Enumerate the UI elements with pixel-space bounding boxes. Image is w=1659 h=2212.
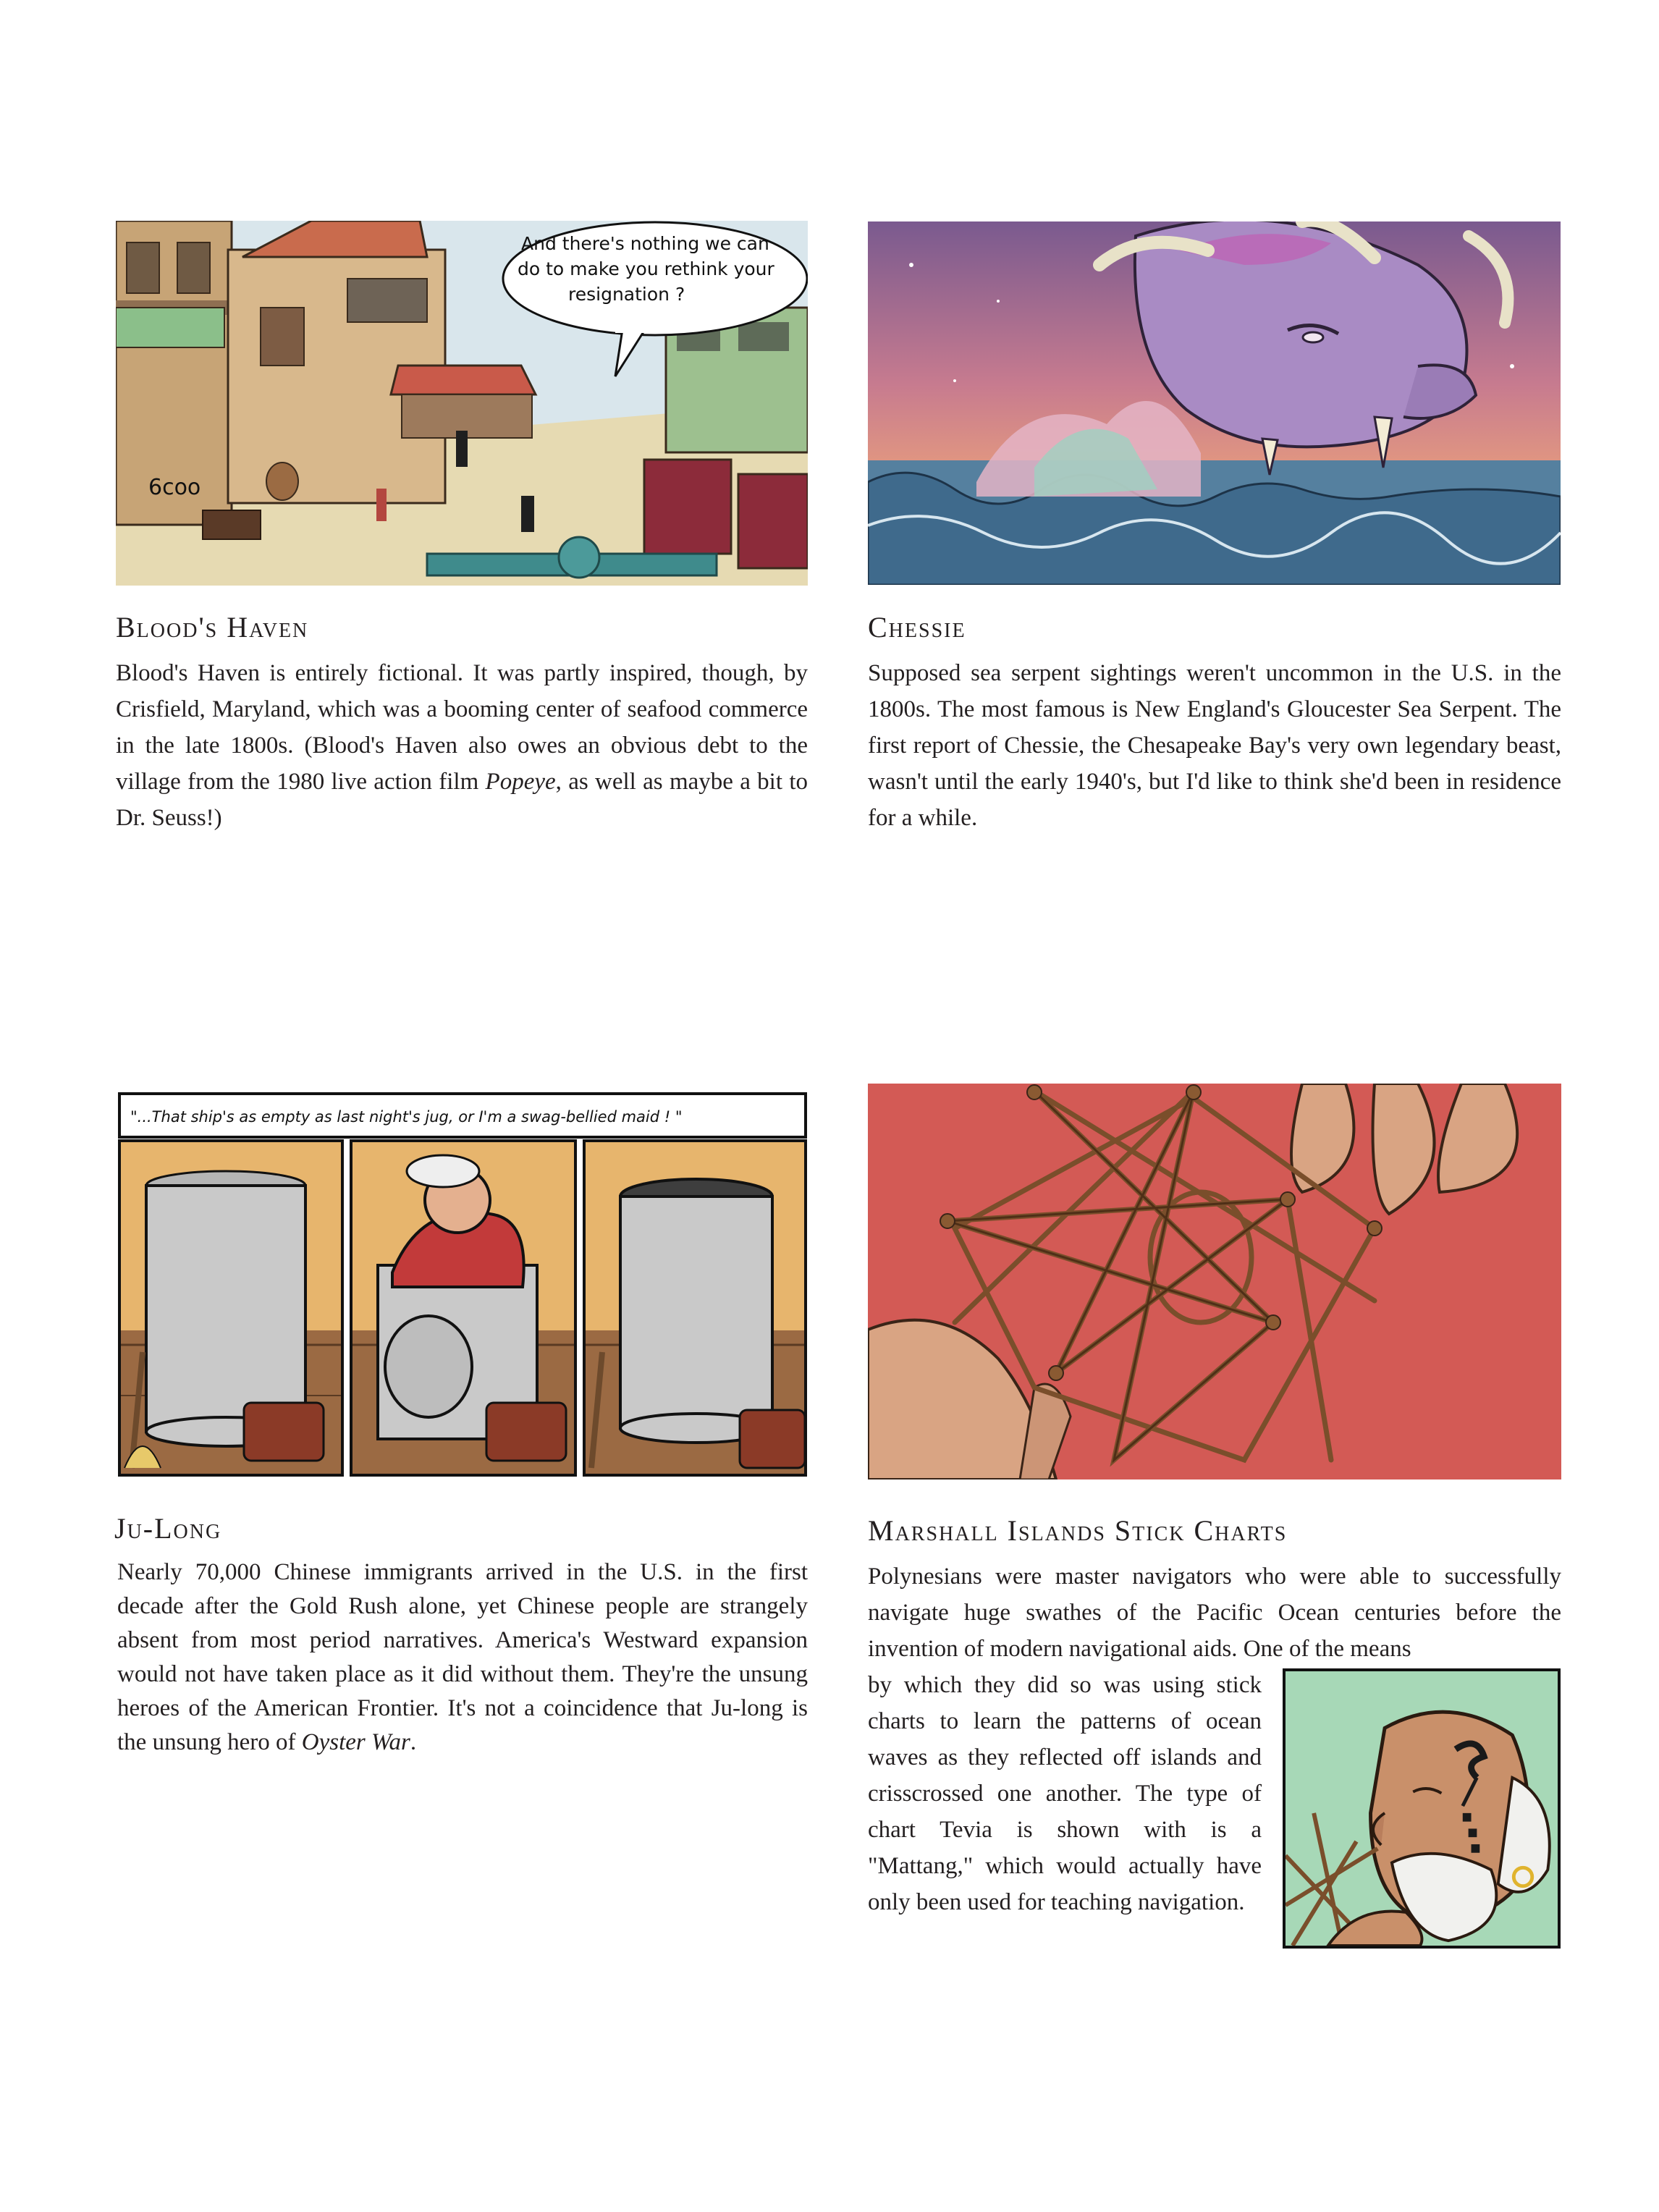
bloods-haven-film-title: Popeye <box>485 769 556 795</box>
ju-long-book-title: Oyster War <box>301 1729 410 1755</box>
ju-long-body <box>117 1555 808 1760</box>
bloods-haven-body <box>116 655 808 836</box>
strip-caption: "...That ship's as empty as last night's jug, or I'm a swag-bellied maid ! " <box>130 1108 683 1126</box>
tevia-portrait <box>1283 1668 1561 1949</box>
speech-line-2: do to make you rethink your <box>518 258 774 279</box>
ju-long-text-2: . <box>410 1729 417 1755</box>
bloods-haven-heading: Blood's Haven <box>116 611 309 643</box>
shop-sign: 6coo <box>148 475 201 500</box>
strip-panel-1 <box>119 1141 342 1475</box>
stick-charts-heading: Marshall Islands Stick Charts <box>868 1514 1288 1547</box>
stick-charts-body-top: Polynesians were master navigators who were able to successfully navigate huge swathes of the Pacific Ocean centuries before the invention of modern navigational aids. One of the means <box>868 1563 1561 1662</box>
chessie-heading: Chessie <box>868 611 966 643</box>
bloods-haven-illustration <box>116 221 808 586</box>
ju-long-comic-strip <box>117 1092 808 1478</box>
strip-panel-3 <box>584 1141 806 1475</box>
speech-line-3: resignation ? <box>568 284 685 305</box>
bloods-haven-text-1: Blood's Haven is entirely fictional. It was partly inspired, though, by Crisfield, Maryland, which was a booming center of seafood commerce in the late 1800s. (Blood's Haven also owes an obvious debt to the village from the 1980 live action film <box>116 660 808 795</box>
speech-line-1: And there's nothing we can <box>521 233 769 254</box>
chessie-illustration <box>868 221 1561 585</box>
stick-chart-illustration <box>868 1084 1561 1479</box>
stick-charts-body-wrap: by which they did so was using stick charts to learn the patterns of ocean waves as they reflected off islands and crisscrossed one another. The type of chart Tevia is shown with is a "Mattang," which would actually have only been used for teaching navigation. <box>868 1672 1262 1915</box>
bloods-haven-text-2: , as well as maybe a bit to Dr. Seuss!) <box>116 769 808 831</box>
chessie-body: Supposed sea serpent sightings weren't uncommon in the U.S. in the 1800s. The most famous is New England's Gloucester Sea Serpent. The first report of Chessie, the Chesapeake Bay's very own legendary beast, wasn't until the early 1940's, but I'd like to think she'd been in residence for a while. <box>868 660 1561 831</box>
strip-panel-2 <box>351 1141 575 1475</box>
ju-long-heading: Ju-Long <box>114 1512 222 1545</box>
ju-long-text-1: Nearly 70,000 Chinese immigrants arrived in the U.S. in the first decade after the Gold Rush alone, yet Chinese people are strangely absent from most period narratives. America's Westward expansion would not have taken place as it did without them. They're the unsung heroes of the American Frontier. It's not a coincidence that Ju-long is the unsung hero of <box>117 1559 808 1755</box>
